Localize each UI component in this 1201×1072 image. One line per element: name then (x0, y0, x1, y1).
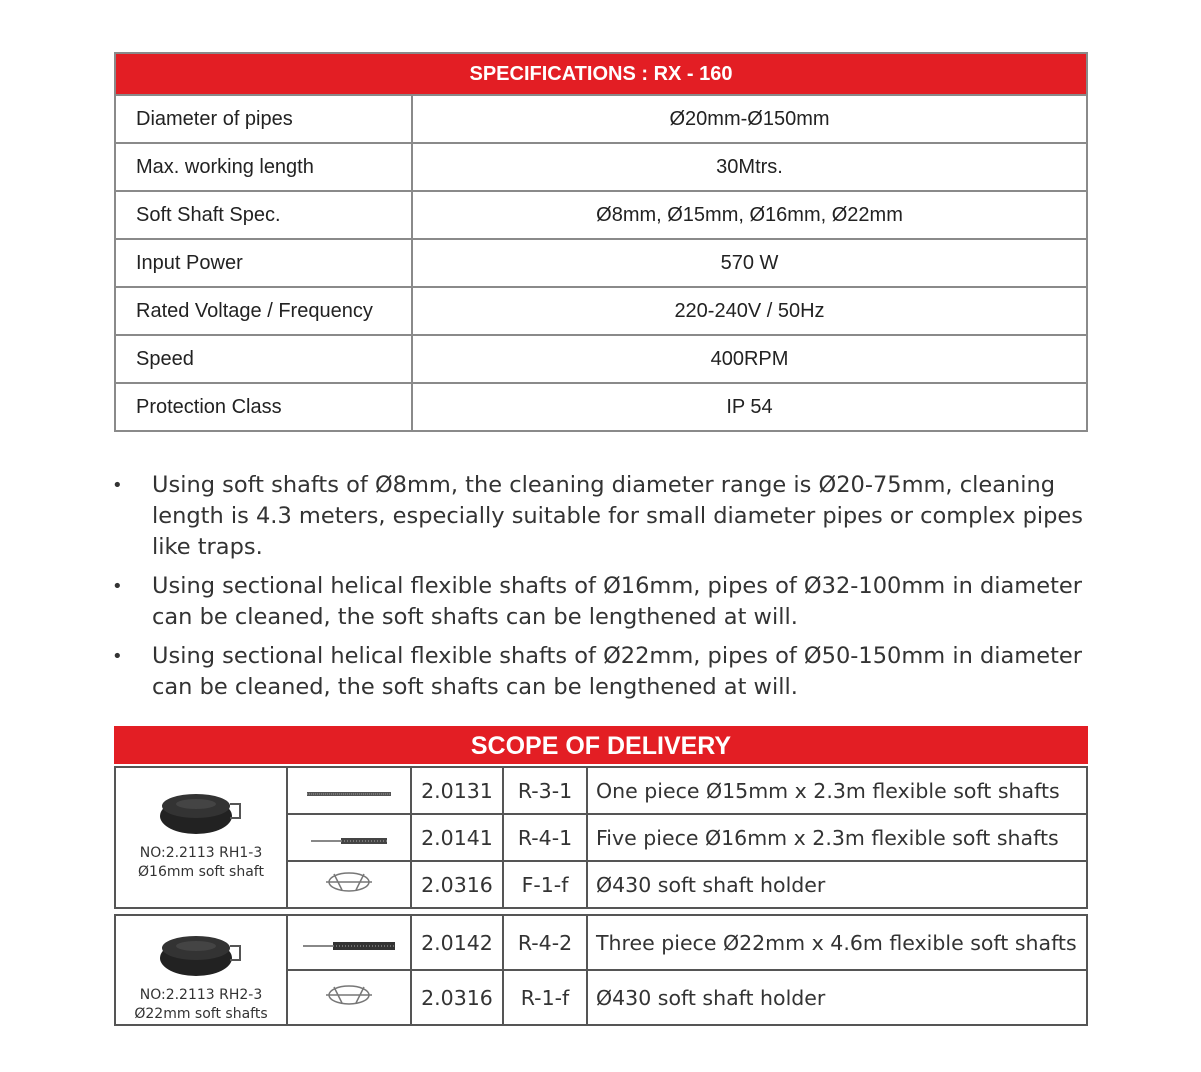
reel-icon (156, 788, 246, 836)
item-desc: Three piece Ø22mm x 4.6m flexible soft shafts (587, 915, 1087, 970)
spec-label: Protection Class (115, 383, 412, 431)
item-desc: Ø430 soft shaft holder (587, 861, 1087, 908)
holder-icon-cell (287, 861, 411, 908)
reel-caption-1: NO:2.2113 RH2-3 (139, 987, 263, 1003)
spec-value: Ø8mm, Ø15mm, Ø16mm, Ø22mm (412, 191, 1087, 239)
feature-item: • Using sectional helical flexible shafts of Ø22mm, pipes of Ø50-150mm in diameter can be cleaned, the soft shafts can be lengthened at will. (112, 641, 1112, 703)
reel-icon (156, 930, 246, 978)
scope-title: SCOPE OF DELIVERY (114, 726, 1088, 764)
shaft-icon (303, 942, 395, 950)
spec-label: Rated Voltage / Frequency (115, 287, 412, 335)
item-code: 2.0142 (411, 915, 503, 970)
spec-value: 220-240V / 50Hz (412, 287, 1087, 335)
item-desc: Ø430 soft shaft holder (587, 970, 1087, 1025)
item-ref: F-1-f (503, 861, 587, 908)
item-ref: R-3-1 (503, 767, 587, 814)
spec-value: Ø20mm-Ø150mm (412, 95, 1087, 143)
specifications-title: SPECIFICATIONS : RX - 160 (115, 53, 1087, 95)
item-code: 2.0141 (411, 814, 503, 861)
specifications-table (114, 52, 1088, 432)
spec-value: IP 54 (412, 383, 1087, 431)
spec-row (115, 383, 1087, 431)
table-row (115, 767, 1087, 814)
reel-caption-2: Ø22mm soft shafts (134, 1006, 268, 1022)
shaft-icon-cell (287, 767, 411, 814)
holder-icon-cell (287, 970, 411, 1025)
reel-cell (115, 915, 287, 1025)
item-code: 2.0316 (411, 861, 503, 908)
item-code: 2.0316 (411, 970, 503, 1025)
spec-label: Max. working length (115, 143, 412, 191)
item-desc: Five piece Ø16mm x 2.3m flexible soft shafts (587, 814, 1087, 861)
spec-label: Speed (115, 335, 412, 383)
holder-icon (322, 981, 376, 1009)
reel-caption-2: Ø16mm soft shaft (138, 864, 264, 880)
reel-cell (115, 767, 287, 908)
item-code: 2.0131 (411, 767, 503, 814)
spec-row (115, 95, 1087, 143)
spec-label: Input Power (115, 239, 412, 287)
spec-value: 570 W (412, 239, 1087, 287)
item-ref: R-4-1 (503, 814, 587, 861)
shaft-icon-cell (287, 915, 411, 970)
shaft-icon-cell (287, 814, 411, 861)
feature-item: • Using soft shafts of Ø8mm, the cleaning diameter range is Ø20-75mm, cleaning length is 4.3 meters, especially suitable for small diameter pipes or complex pipes like traps. (112, 470, 1112, 563)
shaft-icon (311, 837, 387, 845)
spec-row (115, 191, 1087, 239)
delivery-table-2 (114, 914, 1088, 1026)
table-row (115, 915, 1087, 970)
spec-value: 30Mtrs. (412, 143, 1087, 191)
shaft-icon (307, 790, 391, 798)
item-desc: One piece Ø15mm x 2.3m flexible soft shafts (587, 767, 1087, 814)
spec-row (115, 335, 1087, 383)
feature-list (112, 470, 1112, 711)
reel-caption-1: NO:2.2113 RH1-3 (139, 845, 263, 861)
spec-value: 400RPM (412, 335, 1087, 383)
spec-label: Soft Shaft Spec. (115, 191, 412, 239)
item-ref: R-1-f (503, 970, 587, 1025)
feature-item: • Using sectional helical flexible shafts of Ø16mm, pipes of Ø32-100mm in diameter can be cleaned, the soft shafts can be lengthened at will. (112, 571, 1112, 633)
spec-row (115, 287, 1087, 335)
spec-label: Diameter of pipes (115, 95, 412, 143)
spec-row (115, 143, 1087, 191)
delivery-table-1 (114, 766, 1088, 909)
item-ref: R-4-2 (503, 915, 587, 970)
holder-icon (322, 868, 376, 896)
spec-row (115, 239, 1087, 287)
